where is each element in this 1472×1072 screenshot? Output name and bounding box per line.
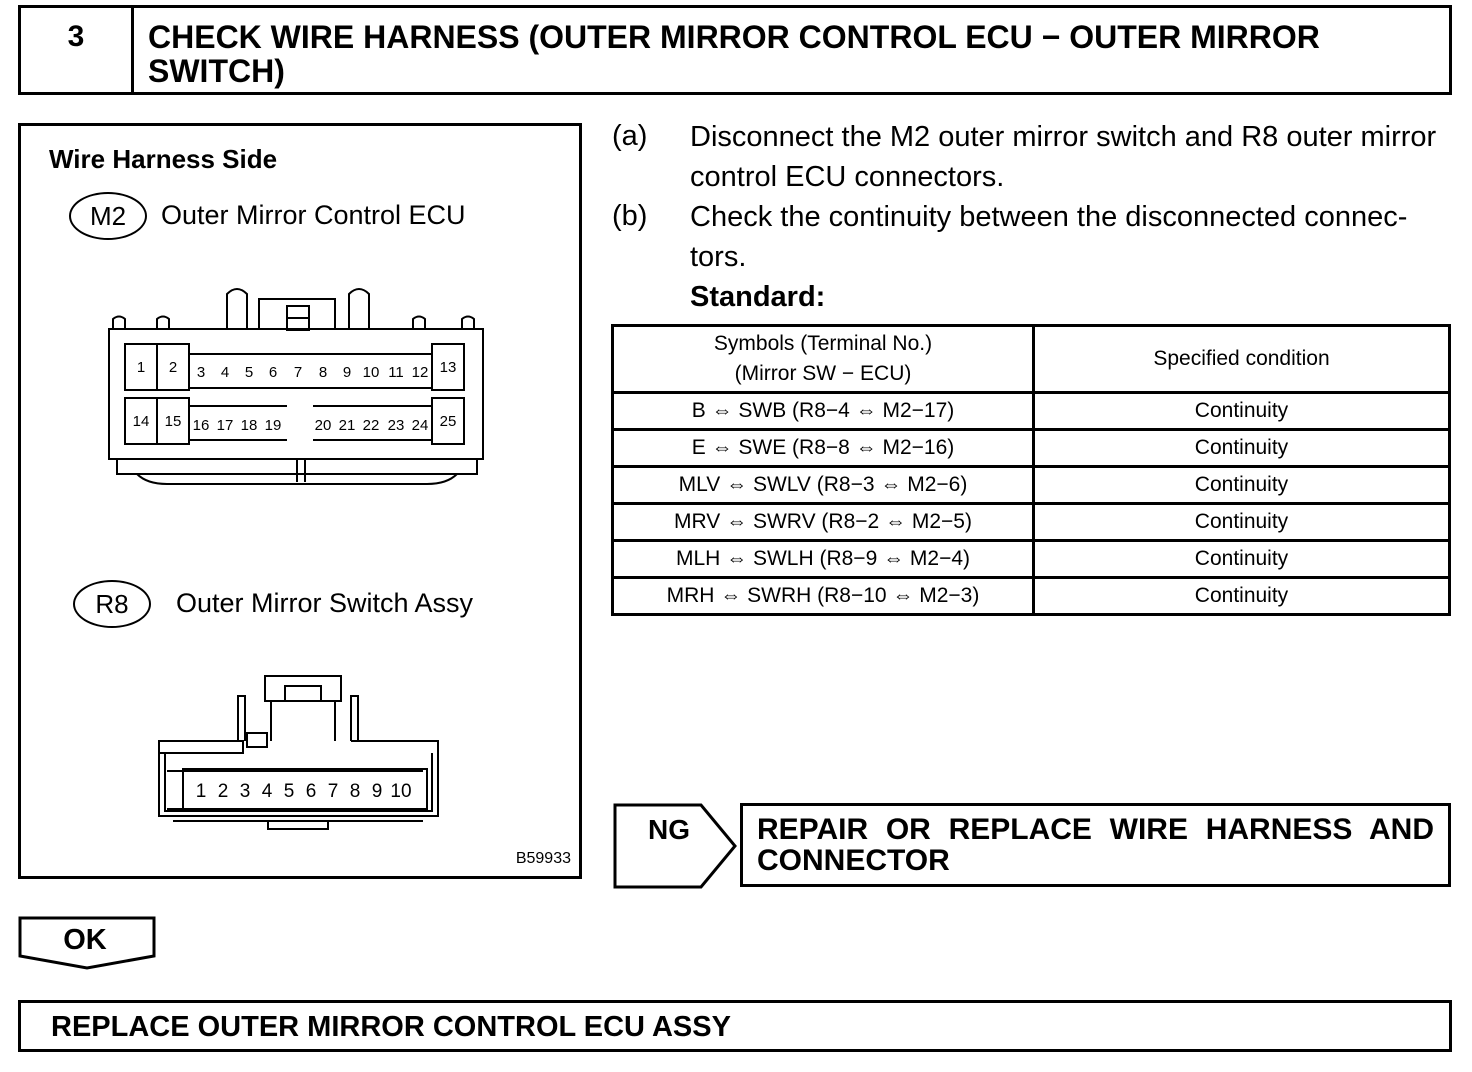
table-row <box>613 393 1450 430</box>
m2-terminal-25: 25 <box>439 413 457 430</box>
table-header-condition: Specified condition <box>1034 326 1450 393</box>
connector-m2-name: Outer Mirror Control ECU <box>161 200 466 230</box>
step-b-text: Check the continuity between the disconnected connec-tors. <box>690 201 1408 273</box>
m2-terminal-4: 4 <box>220 364 230 381</box>
table-row <box>613 541 1450 578</box>
table-cell-symbols: MLH ⇔ SWLH (R8−9 ⇔ M2−4) <box>613 541 1034 578</box>
table-cell-condition: Continuity <box>1034 578 1450 615</box>
m2-terminal-22: 22 <box>362 417 380 434</box>
m2-terminal-17: 17 <box>216 417 234 434</box>
m2-terminal-11: 11 <box>388 364 404 381</box>
m2-terminal-20: 20 <box>314 417 332 434</box>
m2-terminal-19: 19 <box>264 417 282 434</box>
standard-label: Standard: <box>690 281 826 313</box>
step-number: 3 <box>21 8 134 92</box>
table-row <box>613 578 1450 615</box>
table-cell-condition: Continuity <box>1034 467 1450 504</box>
m2-terminal-1: 1 <box>136 359 146 376</box>
m2-terminal-3: 3 <box>196 364 206 381</box>
m2-terminal-16: 16 <box>192 417 210 434</box>
header-symbols-line2: (Mirror SW − ECU) <box>734 362 912 385</box>
m2-terminal-7: 7 <box>293 364 303 381</box>
m2-terminal-18: 18 <box>240 417 258 434</box>
figure-code: B59933 <box>515 850 571 867</box>
connector-m2-diagram <box>107 284 487 494</box>
connector-figure <box>18 123 582 879</box>
step-title: CHECK WIRE HARNESS (OUTER MIRROR CONTROL ECU − OUTER MIRROR SWITCH) <box>148 19 1320 89</box>
table-cell-symbols: MRV ⇔ SWRV (R8−2 ⇔ M2−5) <box>613 504 1034 541</box>
m2-terminal-6: 6 <box>268 364 278 381</box>
ok-action-box <box>18 1000 1452 1052</box>
m2-terminal-21: 21 <box>338 417 356 434</box>
m2-terminal-2: 2 <box>168 359 178 376</box>
connector-r8-name: Outer Mirror Switch Assy <box>176 588 474 618</box>
ng-action-box <box>740 803 1451 887</box>
table-row <box>613 430 1450 467</box>
table-row <box>613 467 1450 504</box>
r8-terminal-3: 3 <box>239 781 251 802</box>
table-cell-symbols: MLV ⇔ SWLV (R8−3 ⇔ M2−6) <box>613 467 1034 504</box>
m2-terminal-24: 24 <box>411 417 429 434</box>
m2-terminal-10: 10 <box>362 364 380 381</box>
table-cell-condition: Continuity <box>1034 504 1450 541</box>
continuity-table <box>611 324 1451 616</box>
r8-terminal-5: 5 <box>283 781 295 802</box>
r8-terminal-2: 2 <box>217 781 229 802</box>
r8-terminal-9: 9 <box>371 781 383 802</box>
ok-action-text: REPLACE OUTER MIRROR CONTROL ECU ASSY <box>51 1011 731 1043</box>
m2-terminal-15: 15 <box>164 413 182 430</box>
connector-r8-code: R8 <box>73 580 151 628</box>
table-cell-condition: Continuity <box>1034 541 1450 578</box>
m2-terminal-13: 13 <box>439 359 457 376</box>
m2-terminal-12: 12 <box>411 364 429 381</box>
header-symbols-line1: Symbols (Terminal No.) <box>713 332 933 355</box>
table-cell-symbols: MRH ⇔ SWRH (R8−10 ⇔ M2−3) <box>613 578 1034 615</box>
m2-terminal-8: 8 <box>318 364 328 381</box>
m2-terminal-14: 14 <box>132 413 150 430</box>
m2-terminal-23: 23 <box>387 417 405 434</box>
step-header <box>18 5 1452 95</box>
table-header-symbols <box>613 326 1034 393</box>
ng-action-text: REPAIR OR REPLACE WIRE HARNESS AND CONNECTOR <box>757 813 1434 877</box>
ok-label: OK <box>63 924 107 956</box>
connector-m2-code: M2 <box>69 192 147 240</box>
r8-terminal-10: 10 <box>390 781 412 802</box>
m2-terminal-5: 5 <box>244 364 254 381</box>
step-a-text: Disconnect the M2 outer mirror switch and R8 outer mirror control ECU connectors. <box>690 121 1437 193</box>
r8-terminal-6: 6 <box>305 781 317 802</box>
table-cell-condition: Continuity <box>1034 393 1450 430</box>
r8-terminal-8: 8 <box>349 781 361 802</box>
table-header-row <box>613 326 1450 393</box>
step-a-letter: (a) <box>612 120 648 152</box>
ng-label: NG <box>648 814 690 845</box>
r8-terminal-1: 1 <box>195 781 207 802</box>
table-cell-symbols: B ⇔ SWB (R8−4 ⇔ M2−17) <box>613 393 1034 430</box>
table-row <box>613 504 1450 541</box>
r8-terminal-4: 4 <box>261 781 273 802</box>
step-b-letter: (b) <box>612 200 648 232</box>
r8-terminal-7: 7 <box>327 781 339 802</box>
connector-r8-diagram <box>153 671 443 836</box>
table-cell-symbols: E ⇔ SWE (R8−8 ⇔ M2−16) <box>613 430 1034 467</box>
table-cell-condition: Continuity <box>1034 430 1450 467</box>
wire-harness-side-label: Wire Harness Side <box>49 144 278 174</box>
m2-terminal-9: 9 <box>342 364 352 381</box>
